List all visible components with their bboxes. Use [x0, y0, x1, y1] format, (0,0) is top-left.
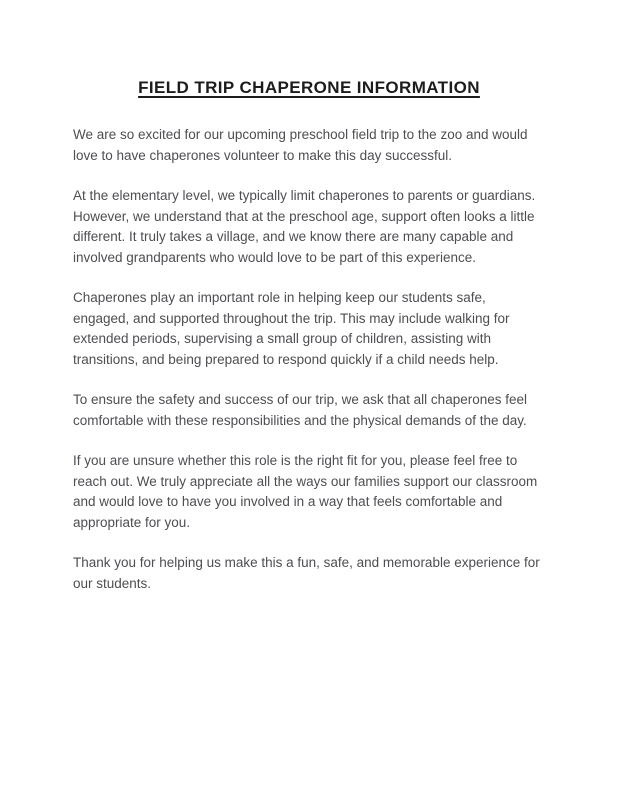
paragraph-responsibilities: Chaperones play an important role in helping keep our students safe, engaged, and supported throughout the trip. This may include walking for extended periods, supervising a small group of children, assisting with transitions, and being prepared to respond quickly if a child needs help. [73, 290, 510, 367]
paragraph-unsure: If you are unsure whether this role is the right fit for you, please feel free to reach out. We truly appreciate all the ways our families support our classroom and would love to have you involved in a way that feels comfortable and appropriate for you. [73, 453, 538, 530]
paragraph-safety: To ensure the safety and success of our trip, we ask that all chaperones feel comfortable with these responsibilities and the physical demands of the day. [73, 392, 528, 428]
paragraph-eligibility: At the elementary level, we typically limit chaperones to parents or guardians. However, we understand that at the preschool age, support often looks a little different. It truly takes a village, and we know there are many capable and involved grandparents who would love to be part of this experience. [73, 188, 536, 265]
document-body [73, 125, 545, 594]
paragraph-thanks: Thank you for helping us make this a fun, safe, and memorable experience for our students. [73, 555, 540, 591]
page-title: FIELD TRIP CHAPERONE INFORMATION [138, 78, 480, 97]
paragraph-intro: We are so excited for our upcoming preschool field trip to the zoo and would love to have chaperones volunteer to make this day successful. [73, 127, 528, 163]
